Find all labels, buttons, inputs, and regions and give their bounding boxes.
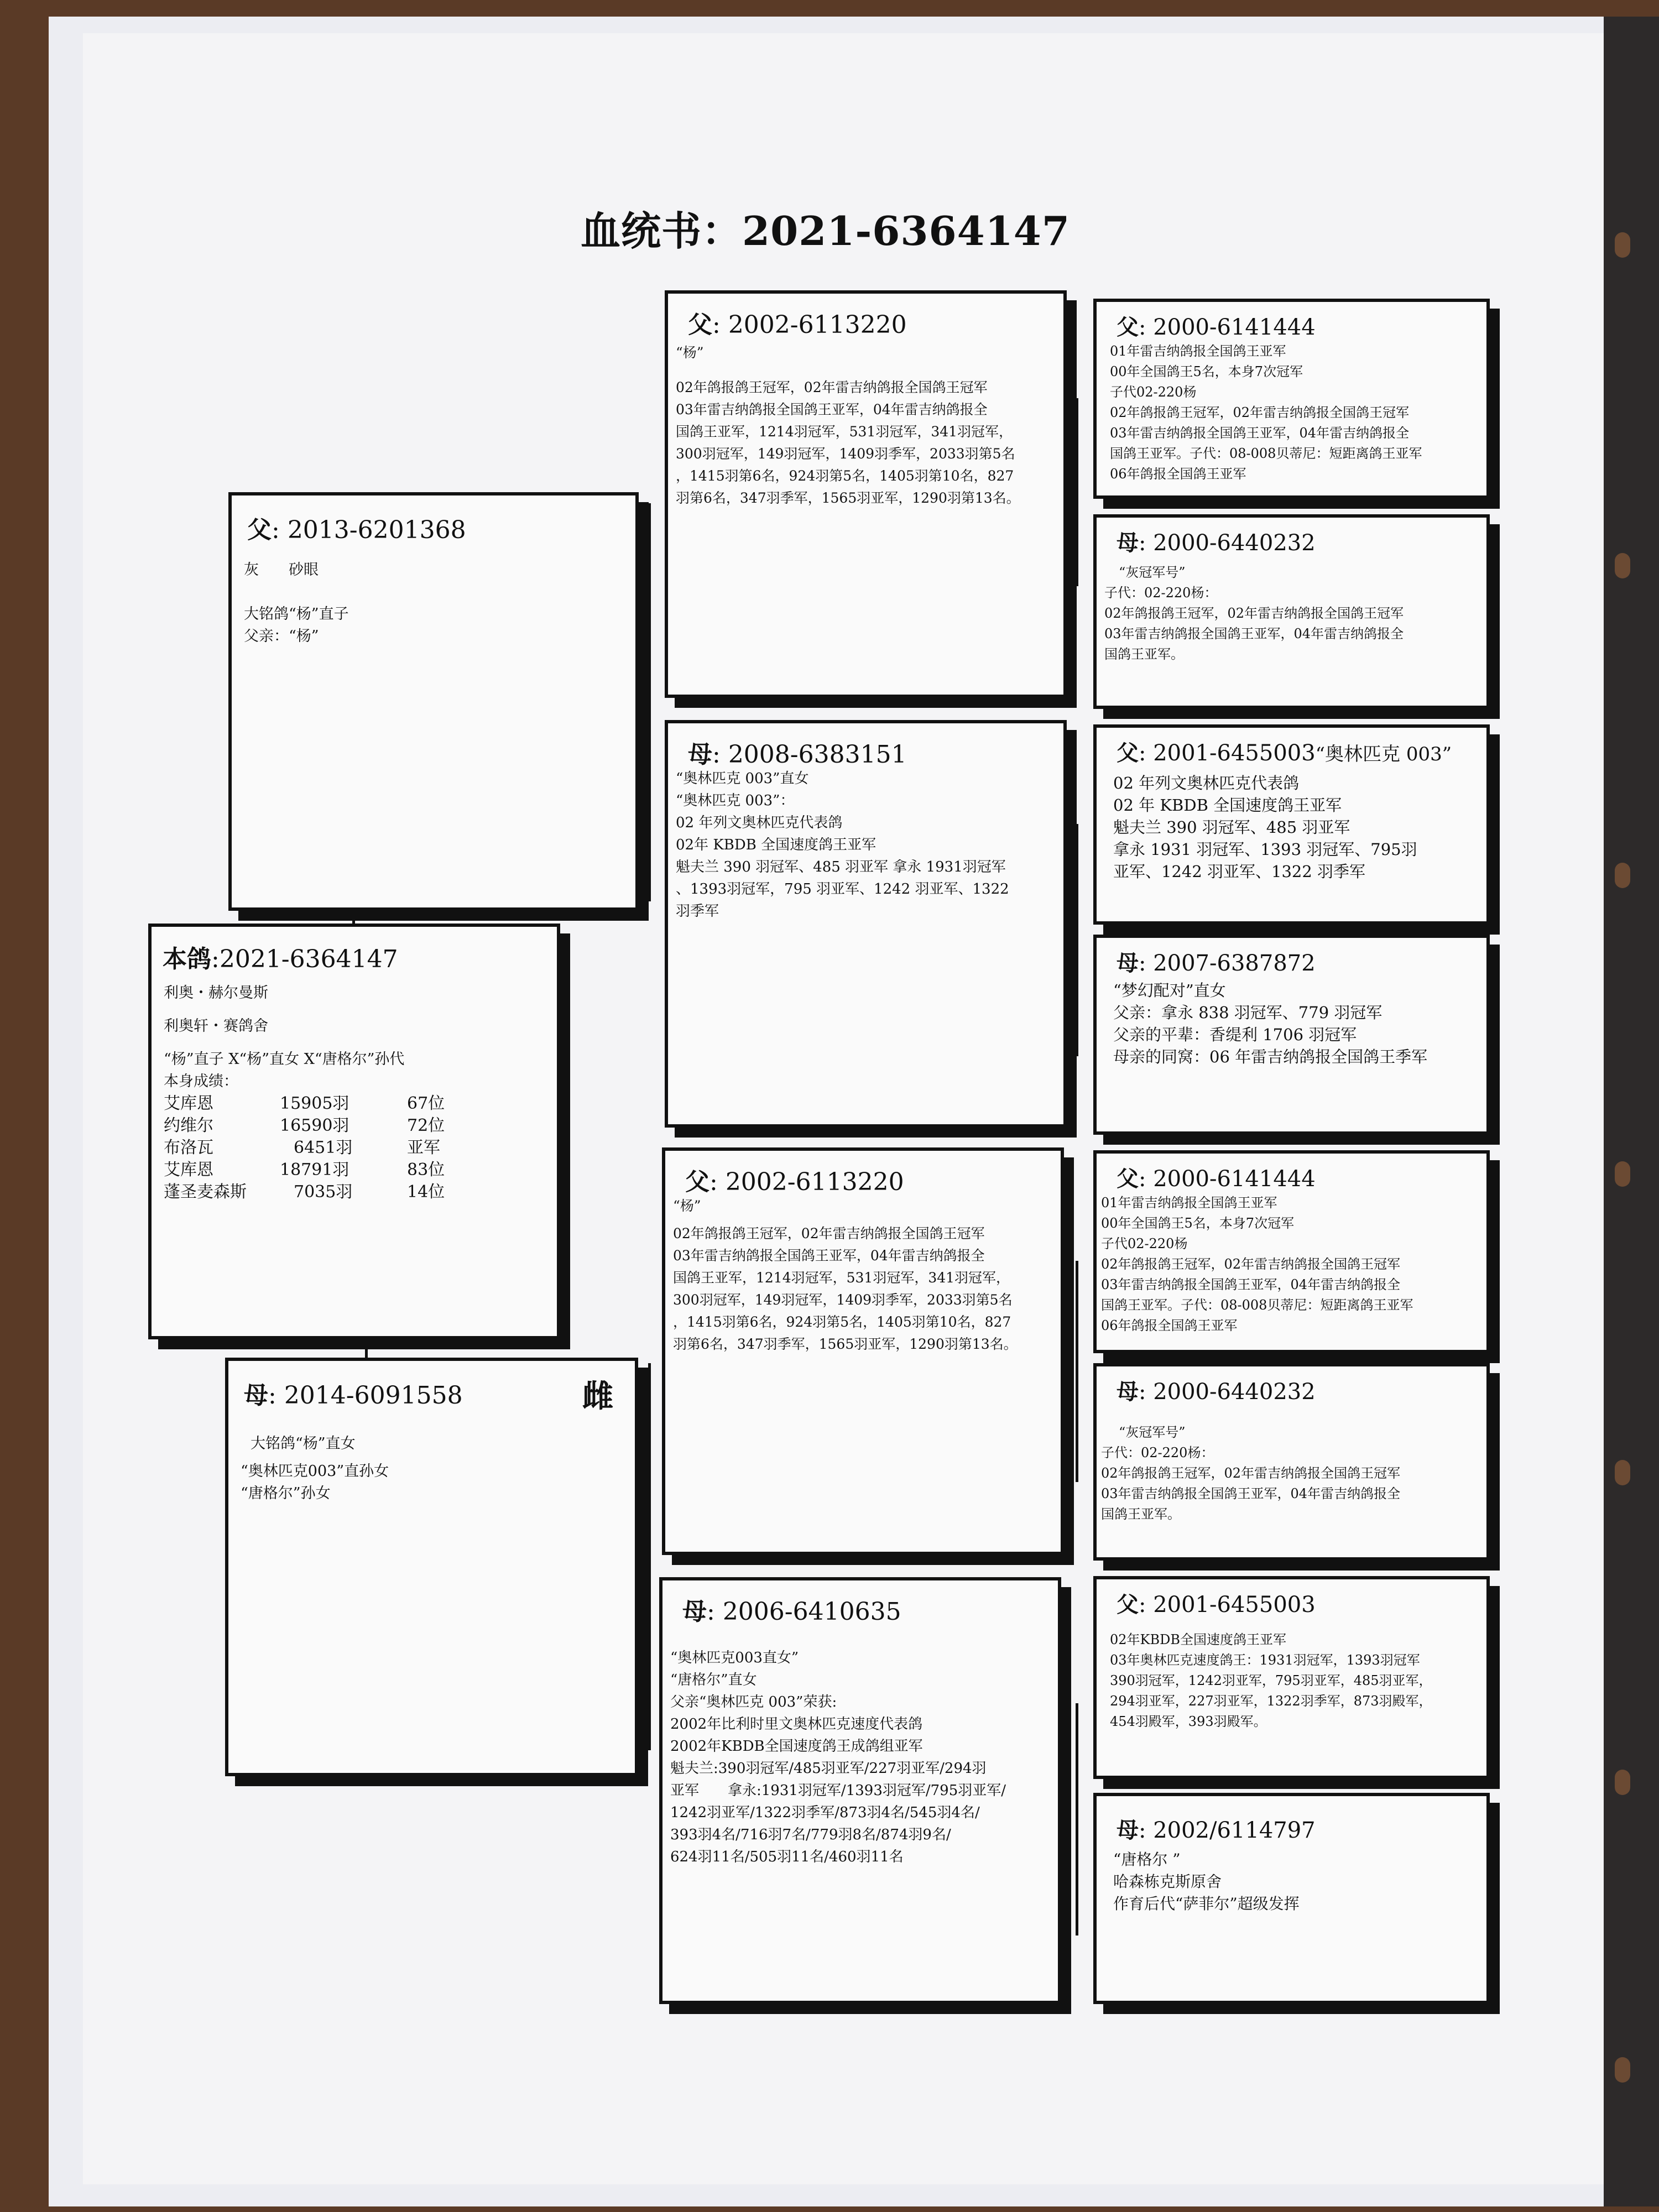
binder-edge [1604, 17, 1659, 2206]
ggp3-card [1093, 724, 1490, 925]
gp4-line: 393羽4名/716羽7名/779羽8名/874羽9名/ [670, 1827, 951, 1843]
gp3-line: “杨” [673, 1198, 701, 1214]
gp1-line: 02年鸽报鸽王冠军，02年雷吉纳鸽报全国鸽王冠军 [676, 379, 988, 395]
ggp7-line: 02年KBDB全国速度鸽王亚军 [1110, 1632, 1286, 1647]
binder-hole [1615, 553, 1630, 578]
gp4-line: 624羽11名/505羽11名/460羽11名 [670, 1849, 904, 1865]
ggp2-card [1093, 514, 1490, 709]
ggp6-ring: 母: 2000-6440232 [1117, 1379, 1316, 1405]
ggp6-label: 母 [1117, 1379, 1139, 1405]
self-ring: 本鸽:2021-6364147 [163, 945, 398, 973]
dam-ring-number: 2014-6091558 [284, 1381, 463, 1410]
ggp5-line: 00年全国鸽王5名，本身7次冠军 [1101, 1215, 1295, 1231]
ggp6-card [1093, 1363, 1490, 1561]
ggp8-line: 作育后代“萨菲尔”超级发挥 [1113, 1895, 1300, 1913]
binder-hole [1615, 863, 1630, 888]
result-race: 艾库恩 [164, 1094, 213, 1113]
gp4-line: 2002年KBDB全国速度鸽王成鸽组亚军 [670, 1738, 923, 1755]
gp3-line: 02年鸽报鸽王冠军，02年雷吉纳鸽报全国鸽王冠军 [673, 1225, 985, 1241]
gp2-ring-number: 2008-6383151 [728, 740, 907, 769]
ggp1-line: 01年雷吉纳鸽报全国鸽王亚军 [1110, 343, 1286, 359]
result-race: 约维尔 [164, 1116, 213, 1135]
ggp5-line: 03年雷吉纳鸽报全国鸽王亚军，04年雷吉纳鸽报全 [1101, 1277, 1401, 1292]
gp4-line: 亚军 拿永:1931羽冠军/1393羽冠军/795羽亚军/ [670, 1782, 1006, 1799]
dam-line: “奥林匹克003”直孙女 [241, 1463, 389, 1480]
gp4-line: “奥林匹克003直女” [670, 1650, 799, 1666]
sire-label: 父 [247, 516, 272, 544]
ggp6-ring-number: 2000-6440232 [1153, 1379, 1316, 1405]
gp4-line: “唐格尔”直女 [670, 1672, 757, 1688]
ggp4-ring-number: 2007-6387872 [1153, 951, 1316, 976]
ggp8-label: 母 [1117, 1817, 1139, 1843]
ggp4-line: 母亲的同窝：06 年雷吉纳鸽报全国鸽王季军 [1113, 1047, 1428, 1066]
gp4-label: 母 [682, 1598, 707, 1626]
ggp2-line: 02年鸽报鸽王冠军，02年雷吉纳鸽报全国鸽王冠军 [1104, 606, 1404, 621]
ggp2-line: “灰冠军号” [1119, 565, 1186, 580]
ggp1-line: 02年鸽报鸽王冠军，02年雷吉纳鸽报全国鸽王冠军 [1110, 405, 1410, 420]
ggp7-line: 454羽殿军，393羽殿军。 [1110, 1714, 1267, 1729]
ggp1-line: 03年雷吉纳鸽报全国鸽王亚军，04年雷吉纳鸽报全 [1110, 425, 1410, 441]
ggp4-line: “梦幻配对”直女 [1113, 981, 1226, 1000]
gp4-line: 2002年比利时里文奥林匹克速度代表鸽 [670, 1716, 923, 1733]
grandsire-maternal-card [662, 1147, 1064, 1555]
gp1-line: ，1415羽第6名，924羽第5名，1405羽第10名，827 [676, 468, 1014, 484]
ggp4-label: 母 [1117, 950, 1139, 976]
ggp3-line: 02 年列文奥林匹克代表鸽 [1113, 774, 1300, 792]
gp1-label: 父 [688, 311, 712, 339]
connector-line [648, 1363, 651, 1750]
ggp5-ring-number: 2000-6141444 [1153, 1166, 1316, 1192]
dam-card [225, 1358, 638, 1776]
connector-line [648, 503, 651, 901]
gp3-label: 父 [685, 1168, 709, 1196]
dam-ring: 母: 2014-6091558 [244, 1381, 463, 1410]
ggp8-card [1093, 1793, 1490, 2004]
gp2-line: “奥林匹克 003”： [676, 792, 795, 809]
gp2-line: 魁夫兰 390 羽冠军、485 羽亚军 拿永 1931羽冠军 [676, 859, 1006, 875]
ggp5-line: 02年鸽报鸽王冠军，02年雷吉纳鸽报全国鸽王冠军 [1101, 1256, 1401, 1272]
ggp4-card [1093, 935, 1490, 1135]
result-place: 67位 [407, 1094, 445, 1113]
self-line: 本身成绩： [164, 1073, 238, 1090]
dam-line: “唐格尔”孙女 [241, 1485, 331, 1502]
result-birds: 16590羽 [280, 1116, 349, 1135]
ggp4-ring: 母: 2007-6387872 [1117, 950, 1316, 976]
result-place: 14位 [407, 1182, 445, 1202]
connector-line [1076, 398, 1078, 586]
ggp7-label: 父 [1117, 1592, 1139, 1618]
ggp1-line: 国鸽王亚军。子代：08-008贝蒂尼：短距离鸽王亚军 [1110, 446, 1422, 461]
ggp5-card [1093, 1150, 1490, 1353]
gp1-ring-number: 2002-6113220 [728, 311, 907, 339]
ggp2-line: 国鸽王亚军。 [1104, 646, 1184, 662]
ggp7-ring: 父: 2001-6455003 [1117, 1592, 1316, 1618]
ggp5-line: 国鸽王亚军。子代：08-008贝蒂尼：短距离鸽王亚军 [1101, 1297, 1413, 1313]
self-card [148, 924, 560, 1339]
gp2-ring: 母: 2008-6383151 [688, 740, 907, 769]
ggp6-line: 02年鸽报鸽王冠军，02年雷吉纳鸽报全国鸽王冠军 [1101, 1465, 1401, 1481]
ggp3-line: 魁夫兰 390 羽冠军、485 羽亚军 [1113, 818, 1350, 837]
ggp2-ring: 母: 2000-6440232 [1117, 530, 1316, 556]
ggp3-label: 父 [1117, 740, 1139, 766]
ggp5-ring: 父: 2000-6141444 [1117, 1166, 1316, 1192]
gp1-line: 03年雷吉纳鸽报全国鸽王亚军，04年雷吉纳鸽报全 [676, 401, 988, 418]
ggp3-ring-number: 2001-6455003 [1153, 740, 1316, 766]
ggp1-line: 06年鸽报全国鸽王亚军 [1110, 466, 1246, 482]
ggp5-label: 父 [1117, 1166, 1139, 1192]
gp3-line: ，1415羽第6名，924羽第5名，1405羽第10名，827 [673, 1314, 1011, 1330]
ggp7-line: 294羽亚军，227羽亚军，1322羽季军，873羽殿军， [1110, 1693, 1432, 1709]
gp1-ring: 父: 2002-6113220 [688, 311, 907, 339]
gp3-line: 国鸽王亚军，1214羽冠军，531羽冠军，341羽冠军， [673, 1270, 1010, 1286]
ggp5-line: 06年鸽报全国鸽王亚军 [1101, 1318, 1238, 1333]
gp4-line: 父亲“奥林匹克 003”荣获: [670, 1694, 837, 1710]
connector-line [365, 1338, 368, 1358]
gp2-line: 、1393羽冠军，795 羽亚军、1242 羽亚军、1322 [676, 881, 1009, 898]
ggp2-ring-number: 2000-6440232 [1153, 530, 1316, 556]
gp3-line: 03年雷吉纳鸽报全国鸽王亚军，04年雷吉纳鸽报全 [673, 1248, 985, 1264]
gp2-line: 羽季军 [676, 903, 719, 920]
ggp3-line: 02 年 KBDB 全国速度鸽王亚军 [1113, 796, 1342, 815]
ggp7-line: 390羽冠军，1242羽亚军，795羽亚军，485羽亚军， [1110, 1673, 1432, 1688]
gp2-label: 母 [688, 740, 712, 769]
granddam-paternal-card [665, 720, 1067, 1128]
sire-line: 父亲：“杨” [244, 628, 319, 645]
gp3-line: 300羽冠军，149羽冠军，1409羽季军，2033羽第5名 [673, 1292, 1013, 1308]
ggp4-line: 父亲：拿永 838 羽冠军、779 羽冠军 [1113, 1003, 1383, 1022]
gp2-line: 02 年列文奥林匹克代表鸽 [676, 815, 843, 831]
ggp2-line: 03年雷吉纳鸽报全国鸽王亚军，04年雷吉纳鸽报全 [1104, 626, 1404, 641]
ggp6-line: “灰冠军号” [1119, 1425, 1186, 1440]
self-line: 利奥・赫尔曼斯 [164, 984, 268, 1001]
grandsire-paternal-card [665, 290, 1067, 698]
result-place: 72位 [407, 1116, 445, 1135]
ggp3-name: “奥林匹克 003” [1315, 743, 1452, 765]
result-birds: 7035羽 [294, 1182, 353, 1202]
result-birds: 18791羽 [280, 1160, 349, 1180]
connector-line [1076, 824, 1078, 1056]
ggp3-line: 亚军、1242 羽亚军、1322 羽季军 [1113, 862, 1366, 881]
dam-label: 母 [244, 1381, 268, 1410]
ggp1-label: 父 [1117, 314, 1139, 340]
ggp8-ring-number: 2002/6114797 [1153, 1818, 1316, 1843]
result-birds: 6451羽 [294, 1138, 353, 1157]
ggp7-ring-number: 2001-6455003 [1153, 1592, 1316, 1618]
gp2-line: 02年 KBDB 全国速度鸽王亚军 [676, 837, 877, 853]
gp1-line: “杨” [676, 345, 704, 361]
ggp3-ring: 父: 2001-6455003“奥林匹克 003” [1117, 740, 1452, 766]
connector-line [1076, 1703, 1078, 1936]
gp4-line: 1242羽亚军/1322羽季军/873羽4名/545羽4名/ [670, 1804, 980, 1821]
result-place: 亚军 [407, 1138, 440, 1157]
self-line: “杨”直子 X“杨”直女 X“唐格尔”孙代 [164, 1051, 405, 1068]
ggp8-ring: 母: 2002/6114797 [1117, 1817, 1316, 1843]
binder-hole [1615, 1161, 1630, 1187]
self-line: 利奥轩・赛鸽舍 [164, 1018, 268, 1035]
connector-line [1076, 1261, 1078, 1482]
self-ring-number: 2021-6364147 [219, 945, 398, 973]
ggp7-card [1093, 1576, 1490, 1779]
ggp7-line: 03年奥林匹克速度鸽王：1931羽冠军，1393羽冠军 [1110, 1652, 1420, 1668]
ggp1-ring: 父: 2000-6141444 [1117, 314, 1316, 340]
gp1-line: 300羽冠军，149羽冠军，1409羽季军，2033羽第5名 [676, 446, 1015, 462]
gp1-line: 羽第6名，347羽季军，1565羽亚军，1290羽第13名。 [676, 490, 1020, 506]
result-birds: 15905羽 [280, 1094, 349, 1113]
ggp1-line: 00年全国鸽王5名，本身7次冠军 [1110, 364, 1303, 379]
gp1-line: 国鸽王亚军，1214羽冠军，531羽冠军，341羽冠军， [676, 424, 1013, 440]
sire-line: 大铭鸽“杨”直子 [244, 606, 349, 623]
ggp4-line: 父亲的平辈：香缇利 1706 羽冠军 [1113, 1025, 1357, 1044]
ggp8-line: “唐格尔 ” [1113, 1850, 1181, 1869]
sire-card [228, 492, 639, 911]
gp3-ring: 父: 2002-6113220 [685, 1168, 904, 1196]
ggp1-card [1093, 299, 1490, 499]
ggp8-line: 哈森栋克斯原舍 [1113, 1872, 1222, 1891]
binder-hole [1615, 1770, 1630, 1795]
ggp2-line: 子代：02-220杨： [1104, 585, 1218, 601]
result-place: 83位 [407, 1160, 445, 1180]
ggp5-line: 01年雷吉纳鸽报全国鸽王亚军 [1101, 1195, 1277, 1211]
gp3-ring-number: 2002-6113220 [725, 1168, 904, 1196]
sire-ring-number: 2013-6201368 [287, 516, 466, 544]
page-title: 血统书：2021-6364147 [581, 207, 1070, 254]
gp2-line: “奥林匹克 003”直女 [676, 770, 809, 787]
ggp2-label: 母 [1117, 530, 1139, 556]
result-race: 布洛瓦 [164, 1138, 213, 1157]
sire-line: 灰 砂眼 [244, 561, 319, 578]
gp4-line: 魁夫兰:390羽冠军/485羽亚军/227羽亚军/294羽 [670, 1760, 987, 1777]
ggp3-line: 拿永 1931 羽冠军、1393 羽冠军、795羽 [1113, 840, 1417, 859]
binder-hole [1615, 2057, 1630, 2083]
gp4-ring-number: 2006-6410635 [722, 1598, 901, 1626]
sire-ring: 父: 2013-6201368 [247, 516, 466, 544]
ggp6-line: 03年雷吉纳鸽报全国鸽王亚军，04年雷吉纳鸽报全 [1101, 1486, 1401, 1501]
ggp6-line: 国鸽王亚军。 [1101, 1506, 1181, 1522]
ggp5-line: 子代02-220杨 [1101, 1236, 1188, 1251]
gp3-line: 羽第6名，347羽季军，1565羽亚军，1290羽第13名。 [673, 1336, 1018, 1352]
gender-mark: 雌 [582, 1378, 613, 1415]
ggp6-line: 子代：02-220杨： [1101, 1445, 1214, 1460]
self-label: 本鸽 [163, 945, 211, 973]
result-race: 艾库恩 [164, 1160, 213, 1180]
dam-line: 大铭鸽“杨”直女 [251, 1435, 356, 1452]
binder-hole [1615, 1460, 1630, 1485]
ggp1-line: 子代02-220杨 [1110, 384, 1197, 400]
gp4-ring: 母: 2006-6410635 [682, 1598, 901, 1626]
ggp1-ring-number: 2000-6141444 [1153, 315, 1316, 340]
granddam-maternal-card [659, 1577, 1061, 2004]
result-race: 蓬圣麦森斯 [164, 1182, 247, 1202]
